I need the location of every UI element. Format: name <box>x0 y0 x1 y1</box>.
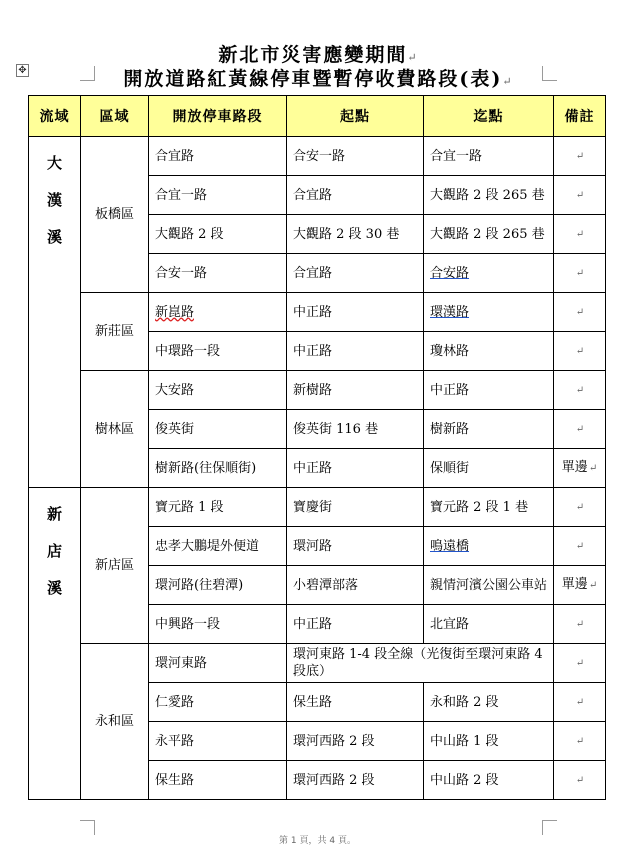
end-cell: 中山路 2 段 <box>424 761 554 800</box>
end-cell: 環漢路 <box>424 293 554 332</box>
road-cell: 合安一路 <box>149 254 287 293</box>
road-cell: 樹新路(往保順街) <box>149 449 287 488</box>
end-cell: 保順街 <box>424 449 554 488</box>
road-cell: 中興路一段 <box>149 605 287 644</box>
note-cell: 單邊↵ <box>554 449 606 488</box>
end-cell: 中山路 1 段 <box>424 722 554 761</box>
end-cell: 寶元路 2 段 1 巷 <box>424 488 554 527</box>
note-cell: ↵ <box>554 488 606 527</box>
road-cell: 新崑路 <box>149 293 287 332</box>
road-cell: 中環路一段 <box>149 332 287 371</box>
start-cell: 環河西路 2 段 <box>287 722 424 761</box>
road-cell: 寶元路 1 段 <box>149 488 287 527</box>
road-cell: 大安路 <box>149 371 287 410</box>
note-cell: ↵ <box>554 410 606 449</box>
note-cell: ↵ <box>554 332 606 371</box>
page-footer: 第 1 頁，共 4 頁。 <box>279 836 356 846</box>
note-cell: ↵ <box>554 293 606 332</box>
start-cell: 俊英街 116 巷 <box>287 410 424 449</box>
end-cell: 北宜路 <box>424 605 554 644</box>
note-cell: ↵ <box>554 176 606 215</box>
document-title-line1: 新北市災害應變期間↵ <box>218 44 417 66</box>
table-header-row <box>29 96 606 137</box>
start-cell: 環河路 <box>287 527 424 566</box>
road-cell: 俊英街 <box>149 410 287 449</box>
header-end: 迄點 <box>424 96 554 137</box>
end-cell: 大觀路 2 段 265 巷 <box>424 176 554 215</box>
table-row <box>29 293 606 332</box>
end-cell: 鳴遠橋 <box>424 527 554 566</box>
district-banqiao: 板橋區 <box>81 137 149 293</box>
start-cell: 中正路 <box>287 293 424 332</box>
start-cell: 中正路 <box>287 605 424 644</box>
table-row <box>29 488 606 527</box>
basin-xindian: 新 店 溪 <box>29 488 81 800</box>
end-cell: 親情河濱公園公車站 <box>424 566 554 605</box>
table-move-handle-icon[interactable]: ✥ <box>16 64 29 77</box>
start-end-merged-cell: 環河東路 1-4 段全線（光復街至環河東路 4 段底） <box>287 644 554 683</box>
header-basin: 流域 <box>29 96 81 137</box>
note-cell: ↵ <box>554 527 606 566</box>
district-xinzhuang: 新莊區 <box>81 293 149 371</box>
end-cell: 合宜一路 <box>424 137 554 176</box>
document-title-line2: 開放道路紅黃線停車暨暫停收費路段(表)↵ <box>123 68 512 90</box>
note-cell: ↵ <box>554 761 606 800</box>
table-row <box>29 137 606 176</box>
start-cell: 新樹路 <box>287 371 424 410</box>
note-cell: ↵ <box>554 644 606 683</box>
road-cell: 環河路(往碧潭) <box>149 566 287 605</box>
road-cell: 保生路 <box>149 761 287 800</box>
start-cell: 保生路 <box>287 683 424 722</box>
start-cell: 大觀路 2 段 30 巷 <box>287 215 424 254</box>
header-note: 備註 <box>554 96 606 137</box>
note-cell: ↵ <box>554 605 606 644</box>
note-cell: 單邊↵ <box>554 566 606 605</box>
note-cell: ↵ <box>554 371 606 410</box>
start-cell: 合宜路 <box>287 176 424 215</box>
start-cell: 寶慶街 <box>287 488 424 527</box>
note-cell: ↵ <box>554 683 606 722</box>
table-row <box>29 371 606 410</box>
end-cell: 樹新路 <box>424 410 554 449</box>
road-cell: 大觀路 2 段 <box>149 215 287 254</box>
road-cell: 忠孝大鵬堤外便道 <box>149 527 287 566</box>
start-cell: 合安一路 <box>287 137 424 176</box>
road-cell: 永平路 <box>149 722 287 761</box>
road-cell: 環河東路 <box>149 644 287 683</box>
district-yonghe: 永和區 <box>81 644 149 800</box>
header-start: 起點 <box>287 96 424 137</box>
table-row <box>29 644 606 683</box>
basin-dahan: 大 漢 溪 <box>29 137 81 488</box>
road-cell: 合宜一路 <box>149 176 287 215</box>
start-cell: 小碧潭部落 <box>287 566 424 605</box>
header-road: 開放停車路段 <box>149 96 287 137</box>
end-cell: 中正路 <box>424 371 554 410</box>
header-district: 區域 <box>81 96 149 137</box>
start-cell: 中正路 <box>287 449 424 488</box>
note-cell: ↵ <box>554 722 606 761</box>
parking-roads-table <box>28 95 606 800</box>
note-cell: ↵ <box>554 137 606 176</box>
note-cell: ↵ <box>554 215 606 254</box>
note-cell: ↵ <box>554 254 606 293</box>
road-cell: 合宜路 <box>149 137 287 176</box>
end-cell: 合安路 <box>424 254 554 293</box>
start-cell: 合宜路 <box>287 254 424 293</box>
end-cell: 大觀路 2 段 265 巷 <box>424 215 554 254</box>
end-cell: 瓊林路 <box>424 332 554 371</box>
start-cell: 環河西路 2 段 <box>287 761 424 800</box>
district-xindian: 新店區 <box>81 488 149 644</box>
start-cell: 中正路 <box>287 332 424 371</box>
district-shulin: 樹林區 <box>81 371 149 488</box>
end-cell: 永和路 2 段 <box>424 683 554 722</box>
road-cell: 仁愛路 <box>149 683 287 722</box>
